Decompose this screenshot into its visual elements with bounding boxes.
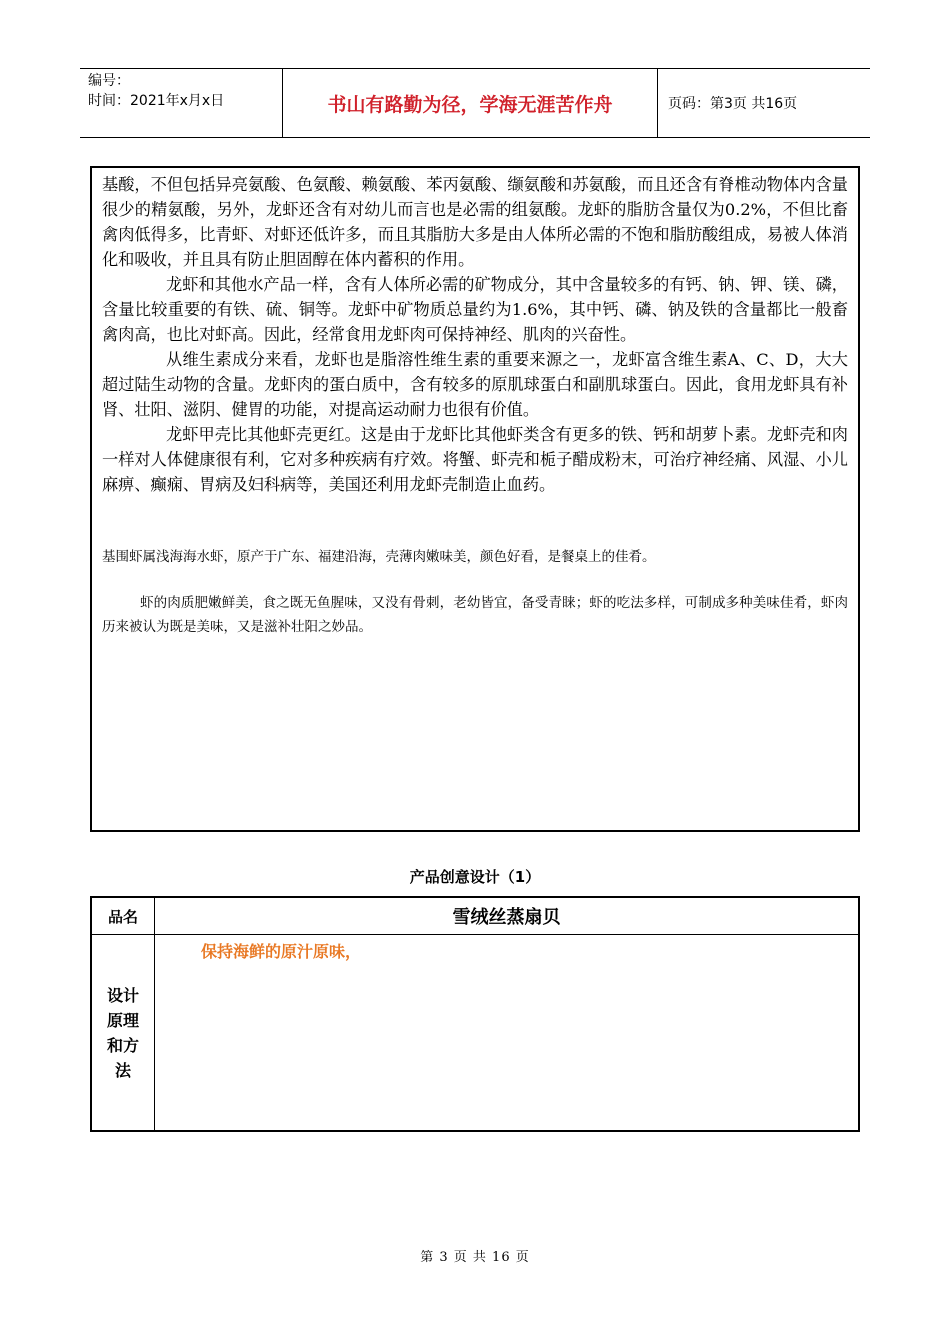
page-header — [80, 68, 870, 138]
paragraph-1: 基酸，不但包括异亮氨酸、色氨酸、赖氨酸、苯丙氨酸、缬氨酸和苏氨酸，而且还含有脊椎动物体内含量很少的精氨酸，另外，龙虾还含有对幼儿而言也是必需的组氨酸。龙虾的脂肪含量仅为0.2%，不但比畜禽肉低得多，比青虾、对虾还低许多，而且其脂肪大多是由人体所必需的不饱和脂肪酸组成，易被人体消化和吸收，并且具有防止胆固醇在体内蓄积的作用。 — [102, 175, 848, 269]
document-date: 时间：2021年x月x日 — [88, 93, 225, 109]
note-paragraph-2: 虾的肉质肥嫩鲜美，食之既无鱼腥味，又没有骨刺，老幼皆宜，备受青睐；虾的吃法多样，可制成多种美味佳肴，虾肉历来被认为既是美味，又是滋补壮阳之妙品。 — [102, 595, 848, 635]
spacer — [102, 497, 848, 545]
product-name-label: 品名 — [92, 898, 155, 934]
design-label-text: 设计原理和方法 — [106, 985, 139, 1080]
header-meta — [80, 69, 282, 137]
paragraph-4: 龙虾甲壳比其他虾壳更红。这是由于龙虾比其他虾类含有更多的铁、钙和胡萝卜素。龙虾壳和肉一样对人体健康很有利，它对多种疾病有疗效。将蟹、虾壳和栀子醋成粉末，可治疗神经痛、风湿、小儿麻痹、癫痫、胃病及妇科病等，美国还利用龙虾壳制造止血药。 — [102, 425, 848, 494]
product-name-value: 雪绒丝蒸扇贝 — [452, 907, 561, 928]
design-label — [92, 935, 155, 1130]
product-table — [90, 896, 860, 1132]
content-box — [90, 166, 860, 832]
paragraph-2: 龙虾和其他水产品一样，含有人体所必需的矿物成分，其中含量较多的有钙、钠、钾、镁、磷，含量比较重要的有铁、硫、铜等。龙虾中矿物质总量约为1.6%，其中钙、磷、钠及铁的含量都比一般畜禽肉高，也比对虾高。因此，经常食用龙虾肉可保持神经、肌肉的兴奋性。 — [102, 275, 848, 344]
header-page-info: 页码：第3页 共16页 — [668, 96, 798, 112]
spacer — [102, 569, 848, 591]
document-number-label: 编号： — [88, 73, 130, 89]
header-motto: 书山有路勤为径，学海无涯苦作舟 — [282, 69, 658, 137]
paragraph-3: 从维生素成分来看，龙虾也是脂溶性维生素的重要来源之一，龙虾富含维生素A、C、D，大大超过陆生动物的含量。龙虾肉的蛋白质中，含有较多的原肌球蛋白和副肌球蛋白。因此，食用龙虾具有补肾、壮阳、滋阴、健胃的功能，对提高运动耐力也很有价值。 — [102, 350, 848, 419]
page-footer: 第 3 页 共 16 页 — [420, 1250, 530, 1265]
design-description: 保持海鲜的原汁原味， — [201, 942, 362, 961]
note-paragraph-1: 基围虾属浅海海水虾，原产于广东、福建沿海，壳薄肉嫩味美，颜色好看，是餐桌上的佳肴。 — [102, 549, 656, 565]
product-name-row — [92, 898, 858, 935]
section-title: 产品创意设计（1） — [409, 868, 541, 886]
